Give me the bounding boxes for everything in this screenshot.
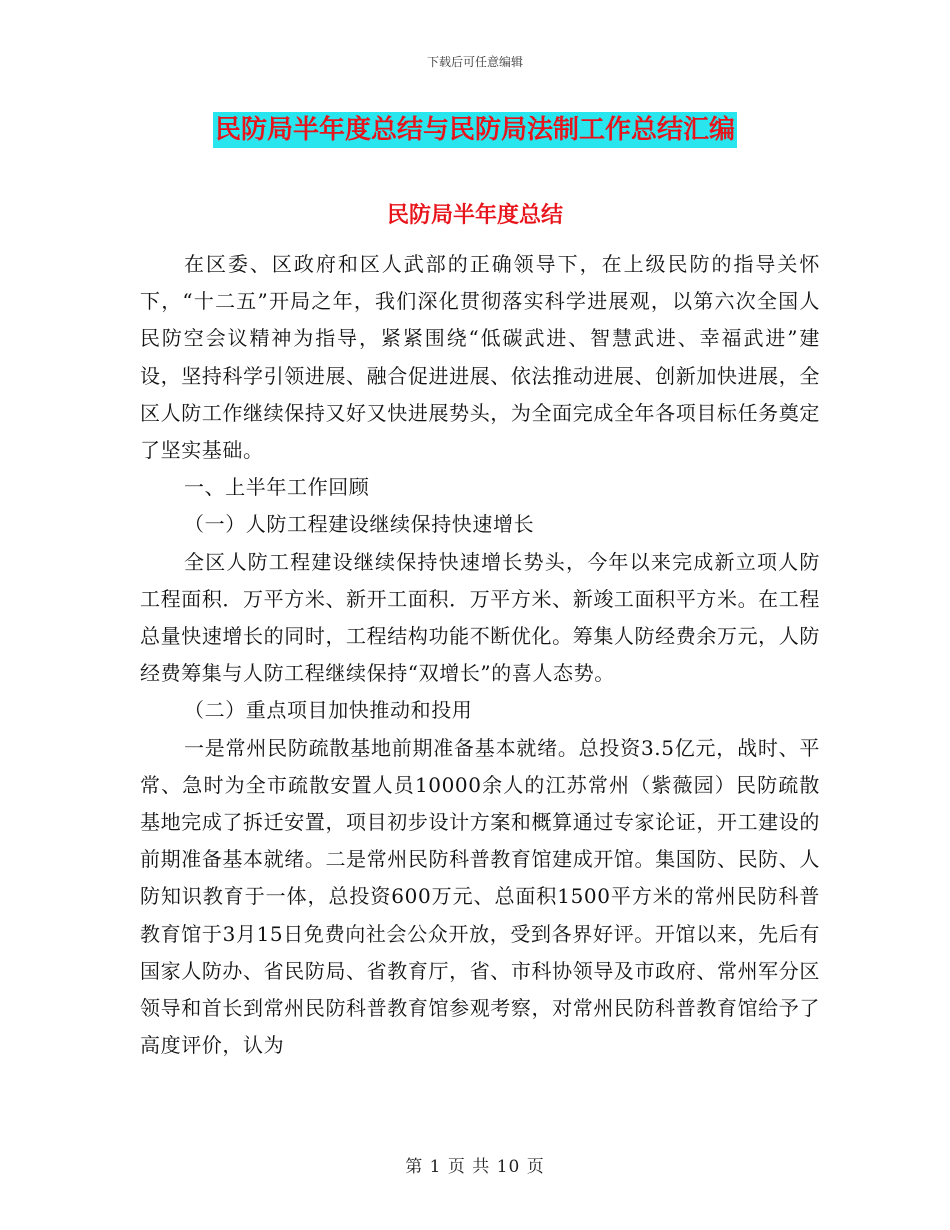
document-main-title: 民防局半年度总结与民防局法制工作总结汇编 <box>213 112 737 148</box>
subheading-2: （二）重点项目加快推动和投用 <box>184 698 473 723</box>
page-number-footer: 第 1 页 共 10 页 <box>405 1157 545 1177</box>
paragraph-projects: 一是常州民防疏散基地前期准备基本就绪。总投资3.5亿元，战时、平常、急时为全市疏散安置人员10000余人的江苏常州（紫薇园）民防疏散基地完成了拆迁安置，项目初步设计方案和概算通过专家论证，开工建设的前期准备基本就绪。二是常州民防科普教育馆建成开馆。集国防、民防、人防知识教育于一体，总投资600万元、总面积1500平方米的常州民防科普教育馆于3月15日免费向社会公众开放，受到各界好评。开馆以来，先后有国家人防办、省民防局、省教育厅，省、市科协领导及市政府、常州军分区领导和首长到常州民防科普教育馆参观考察，对常州民防科普教育馆给予了高度评价，认为 <box>140 735 820 1058</box>
header-note: 下载后可任意编辑 <box>426 55 523 69</box>
paragraph-engineering: 全区人防工程建设继续保持快速增长势头，今年以来完成新立项人防工程面积．万平方米、新开工面积．万平方米、新竣工面积平方米。在工程总量快速增长的同时，工程结构功能不断优化。筹集人防经费余万元，人防经费筹集与人防工程继续保持“双增长”的喜人态势。 <box>140 549 820 686</box>
paragraph-intro: 在区委、区政府和区人武部的正确领导下，在上级民防的指导关怀下，“十二五”开局之年，我们深化贯彻落实科学进展观，以第六次全国人民防空会议精神为指导，紧紧围绕“低碳武进、智慧武进、幸福武进”建设，坚持科学引领进展、融合促进进展、依法推动进展、创新加快进展，全区人防工作继续保持又好又快进展势头，为全面完成全年各项目标任务奠定了坚实基础。 <box>140 252 820 463</box>
heading-review: 一、上半年工作回顾 <box>184 475 370 500</box>
document-body <box>140 246 820 1064</box>
subheading-1: （一）人防工程建设继续保持快速增长 <box>184 512 535 537</box>
main-title-container <box>0 112 950 148</box>
section-title: 民防局半年度总结 <box>386 203 563 228</box>
